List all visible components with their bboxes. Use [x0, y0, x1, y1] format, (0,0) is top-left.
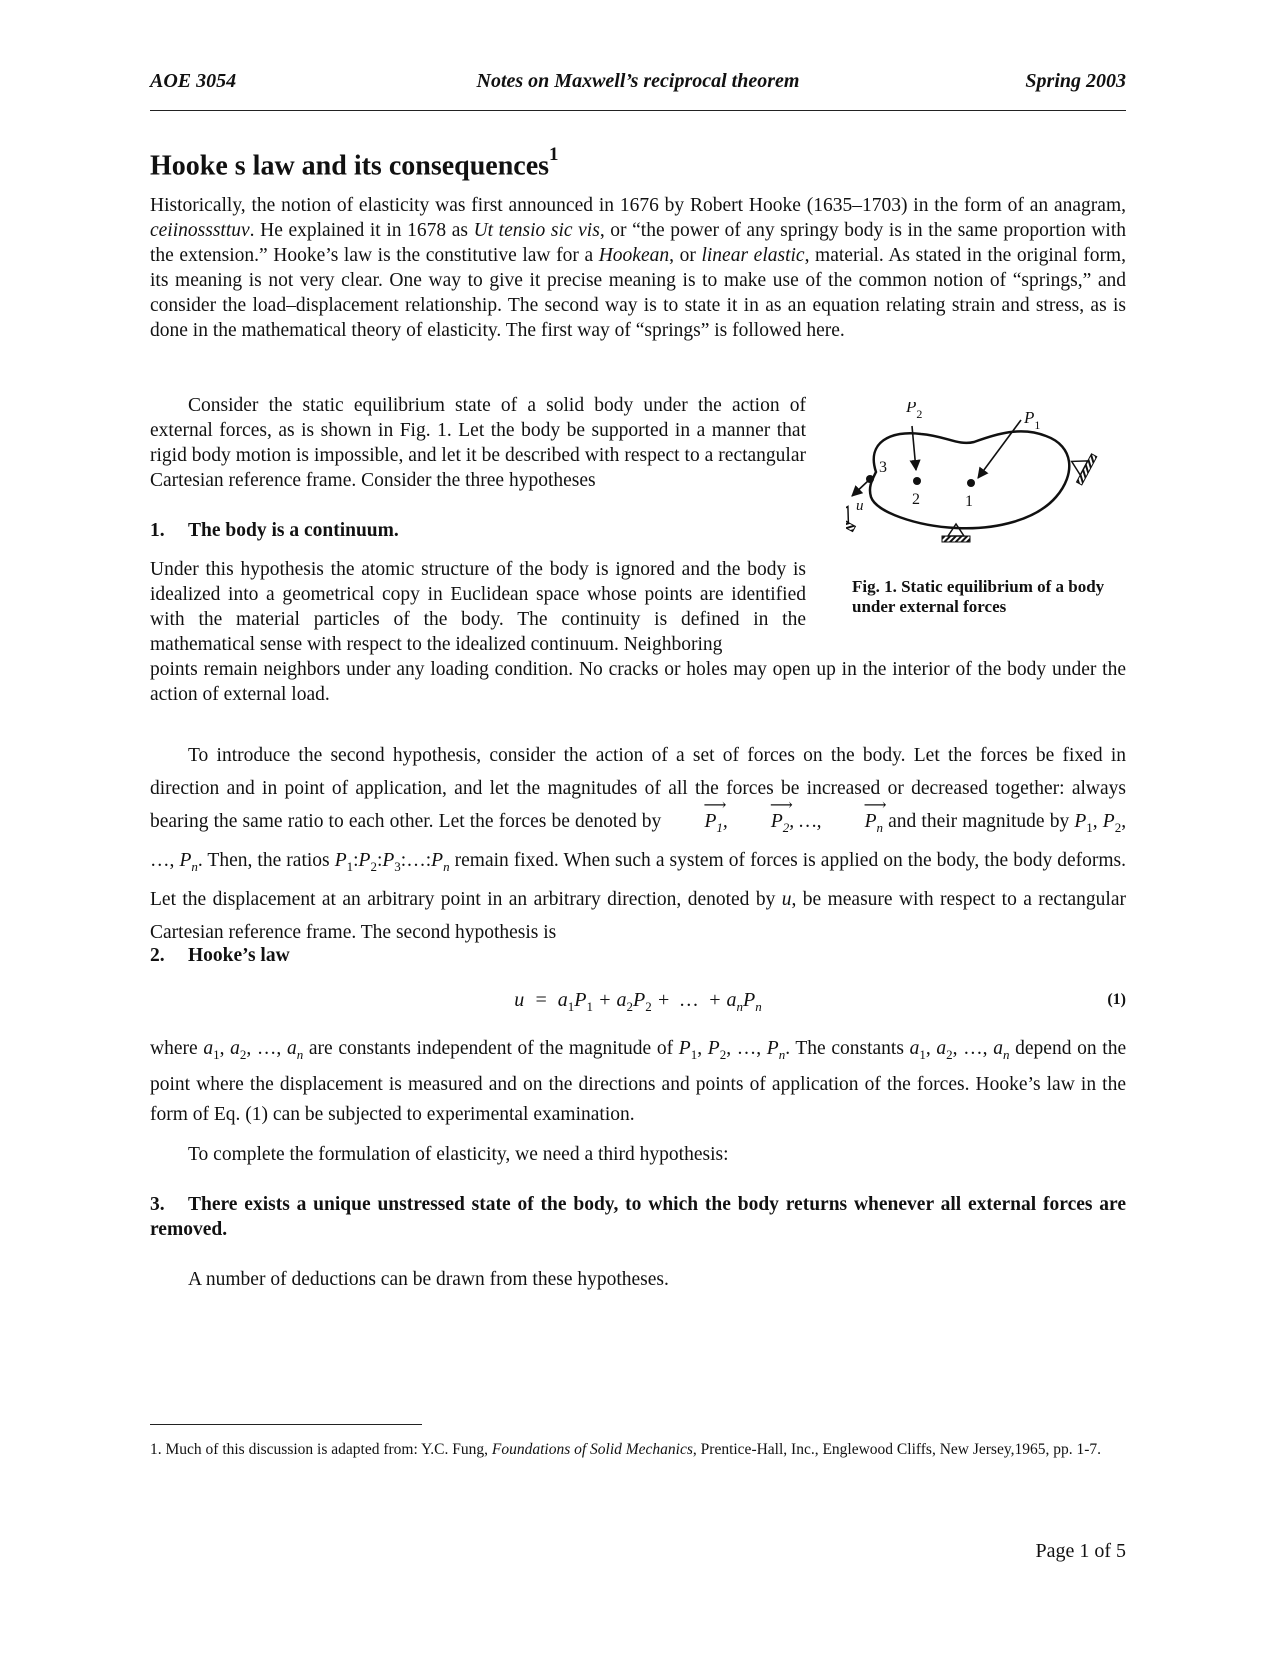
equation-1 — [150, 989, 1126, 1019]
paragraph-continuum-cont: points remain neighbors under any loading condition. No cracks or holes may open up in the interior of the body under the action of external load. — [150, 659, 1126, 705]
section-title — [150, 144, 559, 182]
label-point-2: 2 — [912, 491, 920, 508]
label-p1: $P_1$ — [1024, 408, 1041, 432]
label-point-3: 3 — [879, 459, 887, 476]
para1-text-b: . He explained it in 1678 as — [249, 220, 474, 241]
hypothesis-3-number: 3. — [150, 1194, 165, 1215]
equation-number: (1) — [1107, 991, 1126, 1008]
point-1 — [967, 479, 975, 487]
term-hookean: Hookean — [598, 245, 670, 266]
hypothesis-3-text: There exists a unique unstressed state of the body, to which the body returns whenever all external forces are removed. — [150, 1194, 1126, 1240]
page-number: Page 1 of 5 — [1035, 1540, 1126, 1562]
label-u: u — [856, 498, 864, 514]
term-linear-elastic: linear elastic — [701, 245, 805, 266]
anagram: ceiinosssttuv — [150, 220, 250, 241]
para5-text-a: where — [150, 1038, 198, 1059]
para4-text-b: and their magnitude by — [888, 811, 1070, 832]
para1-text-c: , or “the power of any springy body is in the same proportion with the extension.” Hooke’s law is the constitutive law for a — [150, 220, 1126, 266]
header-term: Spring 2003 — [1025, 70, 1126, 92]
equation-body: $u = a_1P_1 + a_2P_2$ + … + $a_nP_n$ — [514, 989, 762, 1014]
para1-text-d: , or — [669, 245, 702, 266]
footnote-text-b: , Prentice-Hall, Inc., Englewood Cliffs, New Jersey,1965, pp. 1-7. — [692, 1441, 1101, 1458]
para4-text-c: . Then, the ratios — [197, 849, 330, 871]
para5-text-b: are constants independent of the magnitude of — [308, 1038, 674, 1059]
running-header — [150, 70, 1126, 100]
hypothesis-2-number: 2. — [150, 945, 165, 966]
header-title: Notes on Maxwell’s reciprocal theorem — [476, 70, 800, 92]
footnote-rule — [150, 1424, 422, 1425]
paragraph-third-hypothesis-intro: To complete the formulation of elasticity, we need a third hypothesis: — [188, 1144, 729, 1165]
displacement-u-arrow — [852, 480, 869, 496]
footnote-book-title: Foundations of Solid Mechanics — [491, 1441, 693, 1458]
hypothesis-1 — [150, 520, 399, 542]
para5-text-c: . The constants — [785, 1038, 904, 1059]
header-rule — [150, 110, 1126, 111]
para1-text-e: , material. As stated in the original form, its meaning is not very clear. One way to give it precise meaning is to make use of the common notion of “springs,” and consider the load–displacement relationship. The second way is to state it in as an equation relating strain and stress, as is done in the mathematical theory of elasticity. The first way of “springs” is followed here. — [150, 245, 1126, 341]
label-p2: $P_2$ — [906, 402, 923, 421]
hypothesis-1-text: The body is a continuum. — [188, 520, 399, 541]
footnote-text-a: 1. Much of this discussion is adapted from: Y.C. Fung, — [150, 1441, 492, 1458]
paragraph-continuum: Under this hypothesis the atomic structure of the body is ignored and the body is idealized into a geometrical copy in Euclidean space whose points are identified with the material particles of the body. The continuity is defined in the mathematical sense with respect to the idealized continuum. Neighboring — [150, 559, 806, 655]
hypothesis-3 — [150, 1192, 1126, 1242]
point-3 — [866, 475, 874, 483]
footnote — [150, 1440, 1126, 1460]
figure-caption: Fig. 1. Static equilibrium of a body under external forces — [852, 577, 1105, 616]
figure-static-equilibrium — [846, 402, 1110, 582]
section-title-text: Hooke s law and its consequences — [150, 150, 550, 182]
para5-text-d: depend on the point where the displacement is measured and on the directions and points of application of the forces. Hooke’s law in the form of Eq. (1) can be subjected to experimental examination. — [150, 1038, 1127, 1125]
paragraph-equilibrium: Consider the static equilibrium state of a solid body under the action of external forces, as is shown in Fig. 1. Let the body be supported in a manner that rigid body motion is impossible, and let it be described with respect to a rectangular Cartesian reference frame. Consider the three hypotheses — [150, 395, 806, 491]
force-p1-arrow — [978, 420, 1021, 478]
header-course: AOE 3054 — [150, 70, 237, 92]
para4-text-d: remain fixed. When such a system of forces is applied on the body, the body deforms. Let the displacement at an arbitrary point in an arbitrary direction, denoted by — [150, 849, 1127, 910]
hypothesis-2-text: Hooke’s law — [188, 945, 290, 966]
paragraph-constants: where $a_1$, $a_2$, …, $a_n$ are constants independent of the magnitude of $P_1$, $P_2$, …, $P_n$. The constants $a_1$, $a_2$, …, $a_n$ depend on the point where the displacement is measured and on the directions and points of application of the forces. Hooke’s law in the form of Eq. (1) can be subjected to experimental examination. — [150, 1038, 1127, 1125]
label-point-1: 1 — [965, 493, 973, 510]
para4-text-a: To introduce the second hypothesis, consider the action of a set of forces on the body. Let the forces be fixed in direction and in point of application, and let the magnitudes of all the forces be increased or decreased together: always bearing the same ratio to each other. Let the forces be denoted by — [150, 745, 1126, 832]
paragraph-second-hypothesis: To introduce the second hypothesis, consider the action of a set of forces on the body. Let the forces be fixed in direction and in point of application, and let the magnitudes of all the forces be increased or decreased together: always bearing the same ratio to each other. Let the forces be denoted by ⟶ $P_1$, ⟶ $P_2$, …, ⟶ $P_n$ and their magnitude by $P_1$, $P_2$, …, $P_n$. Then, the ratios $P_1:P_2:P_3:\dots:P_n$ remain fixed. When such a system of forces is applied on the body, the body deforms. Let the displacement at an arbitrary point in an arbitrary direction, denoted by u, be measure with respect to a rectangular Cartesian reference frame. The second hypothesis is — [150, 739, 1126, 949]
hypothesis-1-number: 1. — [150, 520, 165, 541]
title-footnote-marker: 1 — [549, 144, 559, 165]
latin-phrase: Ut tensio sic vis — [473, 220, 600, 241]
paragraph-deductions: A number of deductions can be drawn from these hypotheses. — [188, 1269, 669, 1290]
para4-text-e: , be measure with respect to a rectangular Cartesian reference frame. The second hypothesis is — [150, 888, 1126, 943]
para1-text-a: Historically, the notion of elasticity was first announced in 1676 by Robert Hooke (1635–1703) in the form of an anagram, — [150, 195, 1126, 216]
hypothesis-2 — [150, 945, 290, 967]
point-2 — [913, 477, 921, 485]
paragraph-history — [150, 193, 1126, 343]
